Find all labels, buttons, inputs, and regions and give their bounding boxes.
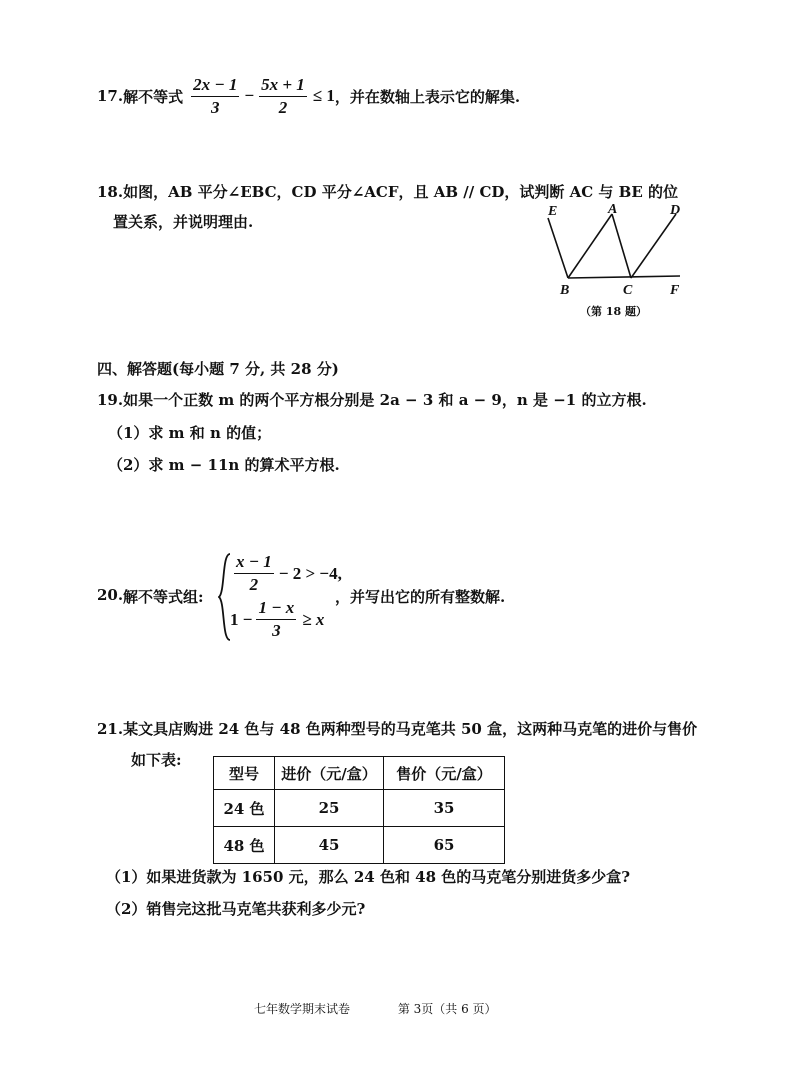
- question-19: [97, 389, 647, 410]
- exam-title: 七年数学期末试卷: [254, 1002, 351, 1016]
- question-text: 如图，AB 平分∠EBC，CD 平分∠ACF，且 AB // CD，试判断 AC 与 BE 的位: [123, 183, 678, 201]
- row-expression: − 2 > −4,: [278, 563, 342, 583]
- page-footer: [254, 1000, 497, 1017]
- question-prefix: 解不等式: [123, 87, 184, 106]
- fraction-numerator: 5x + 1: [259, 75, 307, 97]
- question-line: [97, 714, 697, 745]
- row-expression: ≥ x: [302, 609, 325, 629]
- question-number: 19.: [97, 391, 124, 409]
- inequality-relation: ≤ 1: [312, 86, 335, 105]
- line-ba: [568, 214, 612, 278]
- section-heading: 四、解答题(每小题 7 分, 共 28 分): [97, 360, 339, 378]
- question-number: 20.: [97, 586, 124, 604]
- fraction-numerator: x − 1: [234, 552, 274, 574]
- fraction-denominator: 2: [249, 575, 259, 594]
- table-row: [214, 790, 505, 827]
- fraction-numerator: 1 − x: [256, 598, 296, 620]
- table-cell: 25: [275, 790, 384, 827]
- table-cell: 35: [384, 790, 505, 827]
- geometry-figure: [540, 198, 700, 323]
- line-bf: [568, 276, 680, 278]
- fraction-denominator: 3: [272, 621, 281, 640]
- minus-sign: −: [244, 86, 255, 105]
- fraction: [256, 598, 296, 641]
- table-cell: 65: [384, 827, 505, 864]
- sub-question-1: （1）求 m 和 n 的值；: [108, 424, 272, 442]
- question-suffix: ，并写出它的所有整数解.: [335, 588, 506, 606]
- table-header-cell: 型号: [214, 757, 275, 790]
- question-text: 某文具店购进 24 色与 48 色两种型号的马克笔共 50 盒，这两种马克笔的进价与售价: [123, 720, 698, 738]
- label-d: D: [670, 203, 681, 218]
- question-line: 置关系，并说明理由.: [113, 213, 254, 231]
- line-ac: [612, 214, 631, 278]
- table-header-cell: 售价（元/盒）: [384, 757, 505, 790]
- sub-question-1: （1）如果进货款为 1650 元，那么 24 色和 48 色的马克笔分别进货多少盒?: [106, 868, 631, 886]
- label-e: E: [548, 204, 558, 219]
- sub-question-2: （2）求 m − 11n 的算术平方根.: [108, 456, 340, 474]
- line-cd: [631, 214, 676, 278]
- table-header-cell: 进价（元/盒）: [275, 757, 384, 790]
- fraction-numerator: 2x − 1: [191, 75, 239, 97]
- fraction-denominator: 2: [278, 97, 288, 117]
- fraction: [234, 552, 274, 595]
- question-number: 21.: [97, 720, 124, 738]
- table-cell: 24 色: [214, 790, 275, 827]
- question-17: [97, 74, 520, 118]
- question-line: 如下表:: [131, 751, 182, 769]
- question-number: 17.: [97, 87, 124, 105]
- sub-question-2: （2）销售完这批马克笔共获利多少元?: [106, 900, 366, 918]
- fraction: [191, 75, 239, 118]
- figure-caption: （第 18 题）: [580, 305, 647, 318]
- table-header-row: [214, 757, 505, 790]
- label-c: C: [623, 283, 633, 298]
- fraction: [259, 75, 307, 118]
- system-row-2: [230, 598, 324, 641]
- label-a: A: [608, 202, 618, 217]
- table-cell: 48 色: [214, 827, 275, 864]
- page-number: 第 3页（共 6 页）: [397, 1002, 497, 1016]
- fraction-denominator: 3: [211, 97, 220, 117]
- line-be: [548, 218, 568, 278]
- system-row-1: [232, 552, 342, 595]
- row-lead: 1 −: [230, 609, 253, 629]
- question-text: 如果一个正数 m 的两个平方根分别是 2a − 3 和 a − 9，n 是 −1 的立方根.: [123, 391, 647, 409]
- question-number: 18.: [97, 183, 124, 201]
- table-cell: 45: [275, 827, 384, 864]
- question-prefix: 解不等式组:: [123, 588, 204, 606]
- label-b: B: [560, 283, 570, 298]
- table-row: [214, 827, 505, 864]
- label-f: F: [670, 283, 680, 298]
- price-table: [213, 756, 505, 864]
- question-suffix: ，并在数轴上表示它的解集.: [334, 87, 521, 106]
